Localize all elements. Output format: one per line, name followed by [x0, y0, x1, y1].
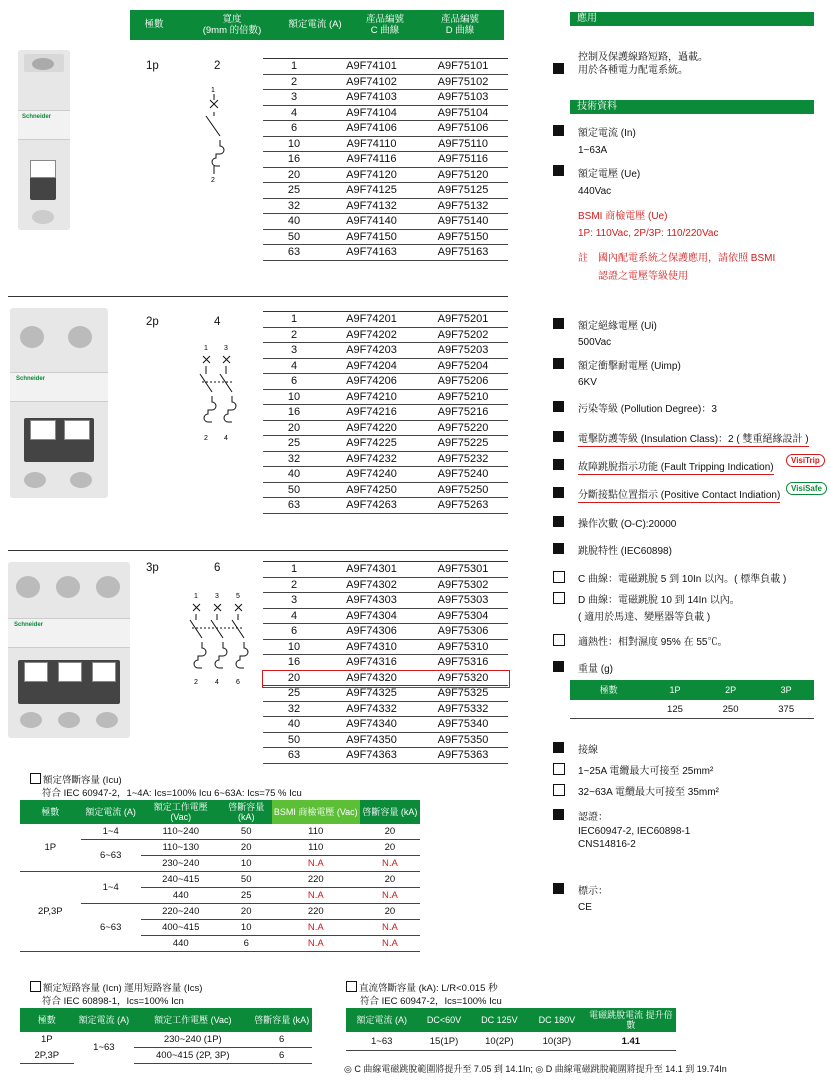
- c-curve-cell: A9F74232: [325, 451, 418, 467]
- rated-current-cell: 6: [263, 624, 325, 640]
- rated-current-cell: 50: [263, 482, 325, 498]
- c-curve-cell: A9F74116: [325, 152, 418, 168]
- rated-current-cell: 3: [263, 593, 325, 609]
- table-row: [263, 482, 508, 498]
- c-curve-cell: A9F74103: [325, 90, 418, 106]
- header-width: 寬度 (9mm 的倍數): [202, 14, 262, 36]
- table-row: 6~63 220~240 20 220 20: [20, 904, 420, 920]
- table-row: [263, 358, 508, 374]
- rated-current-cell: 4: [263, 105, 325, 121]
- table-row: [263, 498, 508, 514]
- c-curve-cell: A9F74363: [325, 748, 418, 764]
- table-row: [263, 608, 508, 624]
- rated-current-cell: 32: [263, 451, 325, 467]
- c-curve-cell: A9F74350: [325, 732, 418, 748]
- rated-current-cell: 6: [263, 121, 325, 137]
- note-line1: 國內配電系統之保護應用，請依照 BSMI: [598, 253, 776, 264]
- c-curve-cell: A9F74320: [325, 670, 418, 686]
- header-poles: 極數: [144, 19, 164, 30]
- d-curve-cell: A9F75110: [418, 136, 508, 152]
- dc-title: 直流啓斷容量 (kA): L/R<0.015 秒: [359, 983, 498, 994]
- svg-text:5: 5: [236, 593, 240, 600]
- poles-1p: 1p: [146, 60, 159, 72]
- impulse-voltage: 額定衝擊耐電壓 (Uimp): [578, 361, 681, 372]
- pollution-degree: 污染等級 (Pollution Degree)：3: [578, 404, 717, 415]
- circuit-diagram-3p: [180, 590, 260, 690]
- highlight-box: [262, 670, 510, 688]
- table-row: [263, 562, 508, 577]
- c-curve-cell: A9F74220: [325, 420, 418, 436]
- table-row: [263, 655, 508, 671]
- note-prefix: 註: [578, 253, 588, 264]
- rated-current-cell: 20: [263, 167, 325, 183]
- table-row: [263, 229, 508, 245]
- c-curve-cell: A9F74102: [325, 74, 418, 90]
- table-row: [263, 183, 508, 199]
- c-curve-cell: A9F74303: [325, 593, 418, 609]
- table-row: [263, 639, 508, 655]
- impulse-voltage-value: 6KV: [578, 377, 597, 388]
- visisafe-badge: VisiSafe: [786, 482, 827, 495]
- d-curve-cell: A9F75306: [418, 624, 508, 640]
- poles-2p: 2p: [146, 316, 159, 328]
- bsmi-voltage-value: 1P: 110Vac, 2P/3P: 110/220Vac: [578, 228, 719, 239]
- c-curve-cell: A9F74106: [325, 121, 418, 137]
- rated-current-cell: 10: [263, 389, 325, 405]
- cert-value1: IEC60947-2, IEC60898-1: [578, 826, 691, 837]
- svg-text:4: 4: [215, 679, 219, 686]
- c-curve-cell: A9F74132: [325, 198, 418, 214]
- rated-voltage: 額定電壓 (Ue): [578, 169, 641, 180]
- bsmi-voltage: BSMI 商檢電壓 (Ue): [578, 211, 668, 222]
- d-curve-cell: A9F75325: [418, 686, 508, 702]
- d-curve-desc: D 曲線：電磁跳脫 10 到 14In 以內。: [578, 595, 740, 606]
- breaker-3p-image: [8, 562, 130, 738]
- d-curve-cell: A9F75302: [418, 577, 508, 593]
- checkbox: [30, 773, 41, 784]
- checkbox: [346, 981, 357, 992]
- checkbox: [553, 634, 565, 646]
- c-curve-cell: A9F74250: [325, 482, 418, 498]
- tech-title: 技術資料: [570, 100, 814, 114]
- d-curve-cell: A9F75120: [418, 167, 508, 183]
- c-curve-cell: A9F74150: [325, 229, 418, 245]
- table-row: [263, 167, 508, 183]
- dc-subtitle: 符合 IEC 60947-2，Ics=100% Icu: [360, 996, 502, 1007]
- table-row: [263, 374, 508, 390]
- c-curve-cell: A9F74316: [325, 655, 418, 671]
- icn-table: 極數 額定電流 (A) 額定工作電壓 (Vac) 啓斷容量 (kA) 1P 1~63 230~240 (1P) 6 2P,3P 400~415 (2P, 3P) 6: [20, 1008, 312, 1064]
- rated-current-cell: 63: [263, 748, 325, 764]
- product-table-1p: [263, 59, 508, 261]
- c-curve-cell: A9F74302: [325, 577, 418, 593]
- d-curve-cell: A9F75101: [418, 59, 508, 74]
- table-row: 230~240 10 N.A N.A: [20, 856, 420, 872]
- table-row: 2P,3P 1~4 240~415 50 220 20: [20, 872, 420, 888]
- terminal-label: 2: [211, 177, 215, 184]
- rated-current-cell: 10: [263, 136, 325, 152]
- c-curve-cell: A9F74332: [325, 701, 418, 717]
- table-row: [263, 405, 508, 421]
- table-row: [263, 327, 508, 343]
- rated-current-cell: 1: [263, 312, 325, 327]
- c-curve-cell: A9F74240: [325, 467, 418, 483]
- rated-current-cell: 40: [263, 214, 325, 230]
- circuit-diagram-1p: [196, 84, 246, 184]
- c-curve-cell: A9F74163: [325, 245, 418, 261]
- svg-text:6: 6: [236, 679, 240, 686]
- rated-current-cell: 50: [263, 229, 325, 245]
- trip-characteristic: 跳脫特性 (IEC60898): [578, 546, 672, 557]
- rated-current-cell: 4: [263, 608, 325, 624]
- breaker-1p-image: [18, 50, 70, 230]
- table-row: 6~63 110~130 20 110 20: [20, 840, 420, 856]
- d-curve-cell: A9F75202: [418, 327, 508, 343]
- d-curve-cell: A9F75106: [418, 121, 508, 137]
- checkbox: [553, 592, 565, 604]
- d-curve-cell: A9F75304: [418, 608, 508, 624]
- d-curve-cell: A9F75240: [418, 467, 508, 483]
- table-row: [263, 717, 508, 733]
- c-curve-cell: A9F74206: [325, 374, 418, 390]
- d-curve-cell: A9F75104: [418, 105, 508, 121]
- d-curve-cell: A9F75225: [418, 436, 508, 452]
- d-curve-cell: A9F75310: [418, 639, 508, 655]
- table-row: 440 6 N.A N.A: [20, 936, 420, 952]
- rated-current-cell: 32: [263, 701, 325, 717]
- svg-text:2: 2: [204, 435, 208, 442]
- c-curve-cell: A9F74225: [325, 436, 418, 452]
- d-curve-cell: A9F75203: [418, 343, 508, 359]
- app-title: 應用: [570, 12, 814, 26]
- c-curve-desc: C 曲線：電磁跳脫 5 到 10In 以內。( 標準負載 ): [578, 574, 787, 585]
- d-curve-desc2: ( 適用於馬達、變壓器等負載 ): [578, 612, 711, 623]
- table-row: [263, 451, 508, 467]
- table-row: [263, 121, 508, 137]
- table-row: [263, 748, 508, 764]
- brand-logo: Schneider: [16, 376, 46, 382]
- width-2p: 4: [214, 316, 221, 328]
- c-curve-cell: A9F74125: [325, 183, 418, 199]
- c-curve-cell: A9F74210: [325, 389, 418, 405]
- brand-logo: Schneider: [22, 114, 52, 120]
- width-3p: 6: [214, 562, 221, 574]
- wiring-label: 接線: [578, 745, 598, 756]
- icn-subtitle: 符合 IEC 60898-1，Ics=100% Icn: [42, 996, 184, 1007]
- d-curve-cell: A9F75216: [418, 405, 508, 421]
- d-curve-cell: A9F75103: [418, 90, 508, 106]
- product-table-3p: [263, 562, 508, 764]
- table-row: [263, 90, 508, 106]
- circuit-diagram-2p: [194, 342, 254, 442]
- rated-current-cell: 25: [263, 686, 325, 702]
- rated-current-cell: 16: [263, 152, 325, 168]
- insulation-voltage: 額定絕緣電壓 (Ui): [578, 321, 657, 332]
- rated-current-cell: 2: [263, 327, 325, 343]
- header-c-curve: 產品編號 C 曲線: [365, 14, 404, 36]
- rated-current-cell: 3: [263, 90, 325, 106]
- c-curve-cell: A9F74306: [325, 624, 418, 640]
- app-text1: 控制及保護線路短路，過載。: [578, 52, 708, 63]
- rated-current-cell: 50: [263, 732, 325, 748]
- table-row: [263, 59, 508, 74]
- insulation-class: 電擊防護等級 (Insulation Class)：2 ( 雙重絕緣設計 ): [578, 434, 809, 445]
- table-row: [263, 577, 508, 593]
- table-row: [263, 593, 508, 609]
- table-row: [263, 420, 508, 436]
- d-curve-cell: A9F75204: [418, 358, 508, 374]
- table-row: [263, 624, 508, 640]
- contact-position: 分斷接點位置指示 (Positive Contact Indiation): [578, 490, 781, 501]
- c-curve-cell: A9F74101: [325, 59, 418, 74]
- rated-current-cell: 4: [263, 358, 325, 374]
- width-1p: 2: [214, 60, 221, 72]
- checkbox: [553, 784, 565, 796]
- thermal: 適熱性：相對濕度 95% 在 55℃。: [578, 637, 728, 648]
- wiring-2: 32~63A 電纜最大可接至 35mm²: [578, 787, 719, 798]
- d-curve-cell: A9F75163: [418, 245, 508, 261]
- icu-subtitle: 符合 IEC 60947-2，1~4A: Ics=100% Icu 6~63A: Ics=75 % Icu: [42, 788, 302, 799]
- table-row: [263, 732, 508, 748]
- svg-text:3: 3: [224, 345, 228, 352]
- rated-current-cell: 1: [263, 562, 325, 577]
- c-curve-cell: A9F74140: [325, 214, 418, 230]
- checkbox: [553, 571, 565, 583]
- d-curve-cell: A9F75232: [418, 451, 508, 467]
- d-curve-cell: A9F75301: [418, 562, 508, 577]
- c-curve-cell: A9F74204: [325, 358, 418, 374]
- bullet: [553, 63, 564, 74]
- c-curve-cell: A9F74104: [325, 105, 418, 121]
- rated-current-value: 1~63A: [578, 145, 608, 156]
- table-row: [263, 152, 508, 168]
- weight-label: 重量 (g): [578, 664, 613, 675]
- header-rated-current: 額定電流 (A): [288, 19, 342, 30]
- d-curve-cell: A9F75350: [418, 732, 508, 748]
- weight-table: 極數 1P 2P 3P 125 250 375: [570, 680, 814, 719]
- c-curve-cell: A9F74201: [325, 312, 418, 327]
- rated-current: 額定電流 (In): [578, 128, 636, 139]
- d-curve-cell: A9F75316: [418, 655, 508, 671]
- c-curve-cell: A9F74340: [325, 717, 418, 733]
- checkbox: [30, 981, 41, 992]
- c-curve-cell: A9F74203: [325, 343, 418, 359]
- rated-current-cell: 16: [263, 655, 325, 671]
- rated-current-cell: 2: [263, 74, 325, 90]
- dc-table: 額定電流 (A) DC<60V DC 125V DC 180V 電磁跳脫電流 提升倍數 1~63 15(1P) 10(2P) 10(3P) 1.41: [346, 1008, 676, 1051]
- note-line2: 認證之電壓等級使用: [598, 271, 688, 282]
- table-row: [263, 436, 508, 452]
- rated-current-cell: 10: [263, 639, 325, 655]
- rated-current-cell: 40: [263, 467, 325, 483]
- rated-current-cell: 3: [263, 343, 325, 359]
- d-curve-cell: A9F75363: [418, 748, 508, 764]
- footer-note: ◎ C 曲線電磁跳脫範圍將提升至 7.05 到 14.1In; ◎ D 曲線電磁跳脫範圍將提升至 14.1 到 19.74In: [344, 1064, 727, 1074]
- rated-current-cell: 25: [263, 436, 325, 452]
- table-row: [263, 74, 508, 90]
- d-curve-cell: A9F75140: [418, 214, 508, 230]
- svg-text:4: 4: [224, 435, 228, 442]
- c-curve-cell: A9F74110: [325, 136, 418, 152]
- rated-current-cell: 16: [263, 405, 325, 421]
- d-curve-cell: A9F75201: [418, 312, 508, 327]
- d-curve-cell: A9F75320: [418, 670, 508, 686]
- c-curve-cell: A9F74216: [325, 405, 418, 421]
- endurance: 操作次數 (O-C):20000: [578, 519, 677, 530]
- cert-value2: CNS14816-2: [578, 839, 636, 850]
- rated-voltage-value: 440Vac: [578, 186, 612, 197]
- brand-logo: Schneider: [14, 622, 44, 628]
- table-row: [263, 312, 508, 327]
- d-curve-cell: A9F75125: [418, 183, 508, 199]
- breaker-2p-image: [10, 308, 108, 498]
- table-row: 400~415 10 N.A N.A: [20, 920, 420, 936]
- table-row: [263, 467, 508, 483]
- rated-current-cell: 20: [263, 420, 325, 436]
- table-row: [263, 245, 508, 261]
- product-table-header: [130, 10, 504, 40]
- table-row: [263, 701, 508, 717]
- c-curve-cell: A9F74202: [325, 327, 418, 343]
- terminal-label: 1: [211, 87, 215, 94]
- rated-current-cell: 63: [263, 498, 325, 514]
- d-curve-cell: A9F75220: [418, 420, 508, 436]
- svg-text:3: 3: [215, 593, 219, 600]
- rated-current-cell: 1: [263, 59, 325, 74]
- rated-current-cell: 6: [263, 374, 325, 390]
- app-text2: 用於各種電力配電系統。: [578, 65, 688, 76]
- table-row: [263, 198, 508, 214]
- table-row: [263, 343, 508, 359]
- d-curve-cell: A9F75132: [418, 198, 508, 214]
- c-curve-cell: A9F74310: [325, 639, 418, 655]
- d-curve-cell: A9F75150: [418, 229, 508, 245]
- c-curve-cell: A9F74263: [325, 498, 418, 514]
- d-curve-cell: A9F75210: [418, 389, 508, 405]
- icu-table: 極數 額定電流 (A) 額定工作電壓 (Vac) 啓斷容量 (kA) BSMI 商檢電壓 (Vac) 啓斷容量 (kA) 1P 1~4 110~240 50 110 20 6~63 110~130 20 110 20 230~240 10 N.A N.A 2P,3P 1~4 240~415 50 220 20 440 25 N.A N.A 6~63 220~240 20 220 20 400~415 10 N.A N.A 440 6 N.A N.A: [20, 800, 420, 952]
- rated-current-cell: 32: [263, 198, 325, 214]
- d-curve-cell: A9F75303: [418, 593, 508, 609]
- d-curve-cell: A9F75250: [418, 482, 508, 498]
- d-curve-cell: A9F75206: [418, 374, 508, 390]
- cert-label: 認證：: [578, 812, 608, 823]
- visitrip-badge: VisiTrip: [786, 454, 825, 467]
- table-row: [263, 214, 508, 230]
- svg-text:2: 2: [194, 679, 198, 686]
- c-curve-cell: A9F74120: [325, 167, 418, 183]
- table-row: 440 25 N.A N.A: [20, 888, 420, 904]
- table-row: [263, 105, 508, 121]
- poles-3p: 3p: [146, 562, 159, 574]
- insulation-voltage-value: 500Vac: [578, 337, 612, 348]
- table-row: [263, 136, 508, 152]
- icn-title: 額定短路容量 (Icn) 運用短路容量 (Ics): [43, 983, 203, 994]
- d-curve-cell: A9F75263: [418, 498, 508, 514]
- mark-value: CE: [578, 902, 592, 913]
- table-row: [263, 389, 508, 405]
- rated-current-cell: 40: [263, 717, 325, 733]
- d-curve-cell: A9F75116: [418, 152, 508, 168]
- rated-current-cell: 63: [263, 245, 325, 261]
- svg-text:1: 1: [194, 593, 198, 600]
- mark-label: 標示：: [578, 886, 608, 897]
- fault-trip-indication: 故障跳脫指示功能 (Fault Tripping Indication): [578, 462, 774, 473]
- rated-current-cell: 25: [263, 183, 325, 199]
- c-curve-cell: A9F74304: [325, 608, 418, 624]
- c-curve-cell: A9F74301: [325, 562, 418, 577]
- d-curve-cell: A9F75332: [418, 701, 508, 717]
- svg-text:1: 1: [204, 345, 208, 352]
- table-row: 1P 1~4 110~240 50 110 20: [20, 824, 420, 840]
- icu-title: 額定啓斷容量 (Icu): [43, 775, 122, 786]
- rated-current-cell: 2: [263, 577, 325, 593]
- header-d-curve: 產品編號 D 曲線: [440, 14, 479, 36]
- checkbox: [553, 763, 565, 775]
- rated-current-cell: 20: [263, 670, 325, 686]
- d-curve-cell: A9F75102: [418, 74, 508, 90]
- wiring-1: 1~25A 電纜最大可接至 25mm²: [578, 766, 714, 777]
- c-curve-cell: A9F74325: [325, 686, 418, 702]
- d-curve-cell: A9F75340: [418, 717, 508, 733]
- product-table-2p: [263, 312, 508, 514]
